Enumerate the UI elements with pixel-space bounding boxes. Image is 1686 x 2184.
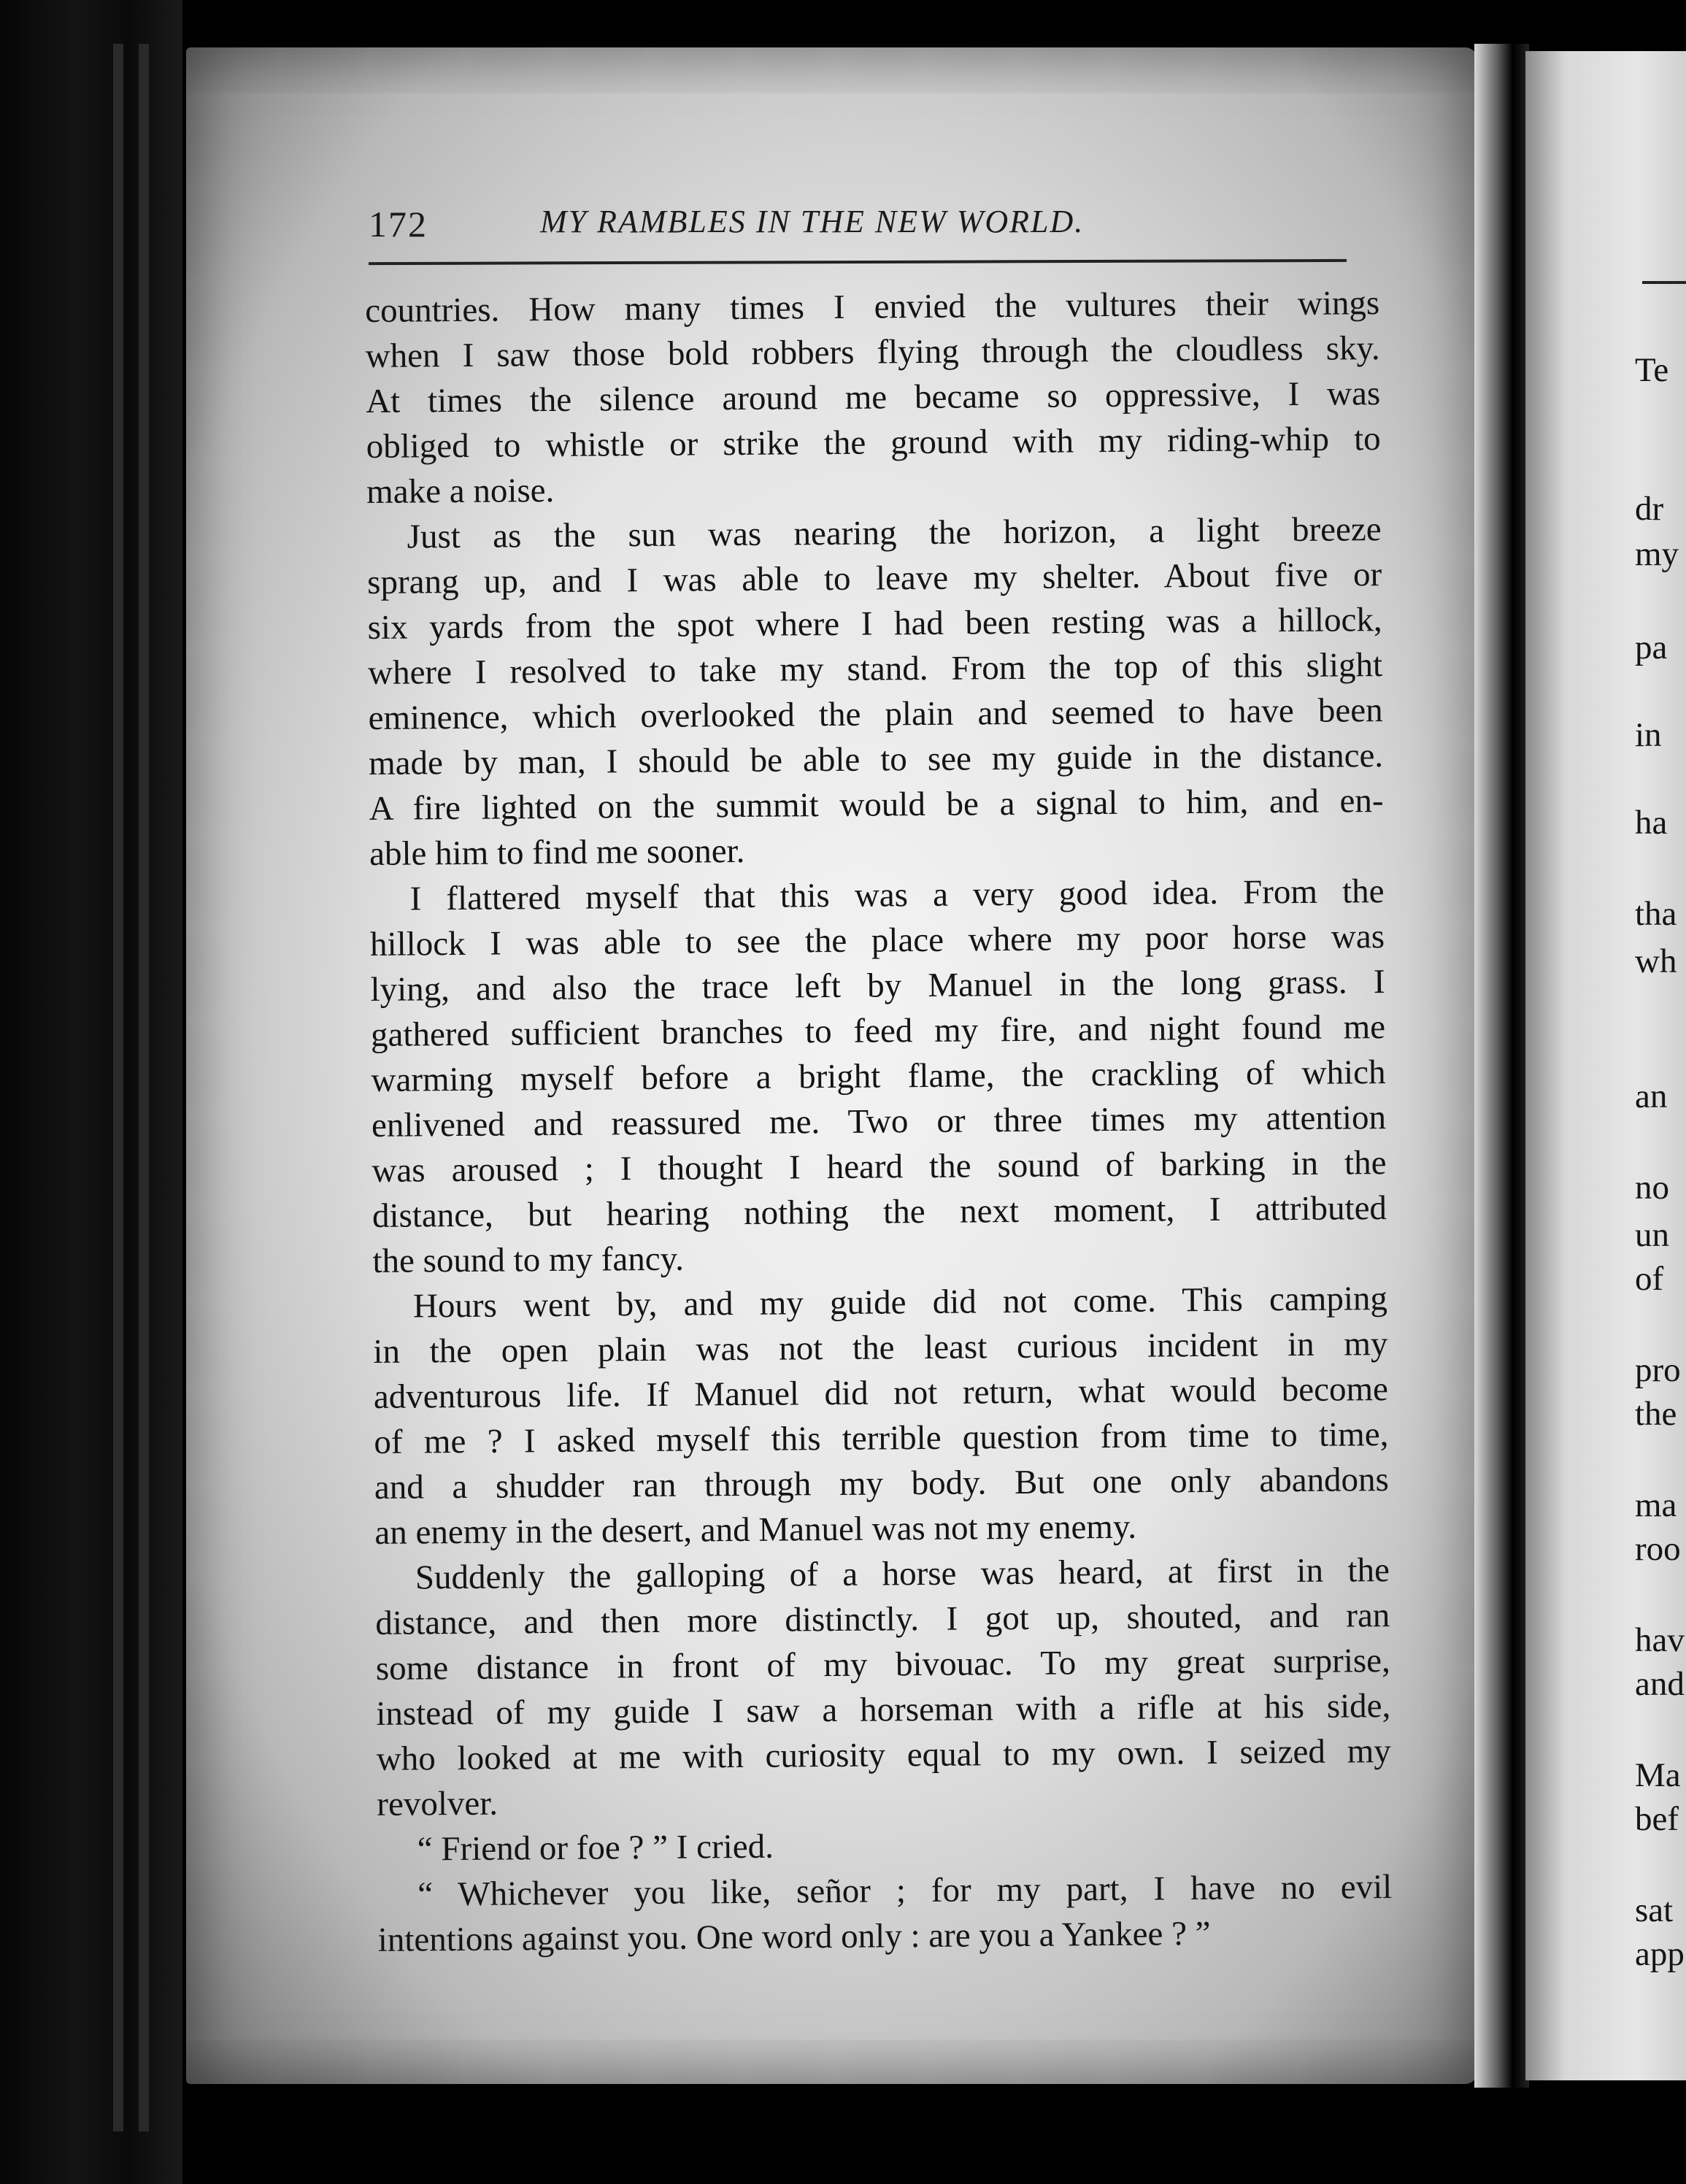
text-line: warming myself before a bright flame, the crackling of which [371, 1053, 1386, 1099]
page-gutter [1474, 44, 1529, 2088]
text-line: when I saw those bold robbers flying through the cloudless sky. [365, 329, 1380, 375]
right-page-fragment: un [1635, 1216, 1669, 1254]
paragraph-start-line: “ Friend or foe ? ” I cried. [417, 1827, 774, 1869]
text-line: distance, and then more distinctly. I got up, shouted, and ran [375, 1596, 1390, 1642]
text-line: and a shudder ran through my body. But one only abandons [374, 1461, 1390, 1507]
text-line: revolver. [377, 1784, 499, 1823]
page-number: 172 [369, 204, 428, 245]
text-line: where I resolved to take my stand. From the top of this slight [367, 646, 1383, 692]
running-title: MY RAMBLES IN THE NEW WORLD. [540, 204, 1085, 239]
right-page-fragment: bef [1635, 1800, 1679, 1838]
right-page-fragment: app [1635, 1935, 1685, 1973]
right-page-fragment: my [1635, 535, 1679, 573]
right-page-fragment: no [1635, 1169, 1669, 1207]
right-page-fragment: sat [1635, 1891, 1674, 1929]
text-line: make a noise. [366, 471, 555, 511]
right-page-fragment: pro [1635, 1351, 1681, 1389]
text-line: enlivened and reassured me. Two or three times my attention [371, 1099, 1387, 1145]
text-line: made by man, I should be able to see my guide in the distance. [368, 737, 1384, 783]
text-line: some distance in front of my bivouac. To my great surprise, [375, 1642, 1391, 1688]
book-binding [0, 0, 182, 2184]
text-line: the sound to my fancy. [372, 1239, 685, 1280]
paragraph-start-line: “ Whichever you like, señor ; for my part, I have no evil [417, 1868, 1393, 1914]
right-page-fragment: wh [1635, 942, 1677, 980]
text-line: intentions against you. One word only : are you a Yankee ? ” [377, 1914, 1211, 1959]
right-page-fragment: and [1635, 1665, 1685, 1703]
binding-edge [139, 44, 149, 2131]
text-line: obliged to whistle or strike the ground with my riding-whip to [366, 420, 1381, 466]
text-line: sprang up, and I was able to leave my shelter. About five or [366, 555, 1382, 601]
paragraph-start-line: Just as the sun was nearing the horizon, a light breeze [407, 510, 1382, 556]
text-line: lying, and also the trace left by Manuel in the long grass. I [370, 963, 1385, 1009]
right-page-fragment: dr [1635, 490, 1664, 528]
text-line: instead of my guide I saw a horseman with a rifle at his side, [376, 1687, 1391, 1733]
right-page-fragment: roo [1635, 1530, 1681, 1568]
right-page-fragment: Te [1635, 351, 1669, 389]
right-page-fragment: of [1635, 1260, 1664, 1298]
right-page-header-rule [1642, 281, 1686, 284]
text-line: six yards from the spot where I had been resting was a hillock, [367, 601, 1382, 647]
text-line: eminence, which overlooked the plain and seemed to have been [368, 691, 1383, 737]
text-line: of me ? I asked myself this terrible question from time to time, [374, 1415, 1389, 1461]
page-body-text [365, 280, 1393, 1963]
text-line: A fire lighted on the summit would be a signal to him, and en- [369, 782, 1384, 828]
text-line: able him to find me sooner. [369, 831, 745, 873]
text-line: gathered sufficient branches to feed my fire, and night found me [370, 1008, 1386, 1054]
right-page-fragment: tha [1635, 895, 1677, 933]
right-page-fragment: Ma [1635, 1756, 1681, 1794]
right-page-fragment: hav [1635, 1621, 1685, 1659]
paragraph-start-line: I flattered myself that this was a very good idea. From the [409, 872, 1385, 918]
paragraph-start-line: Suddenly the galloping of a horse was heard, at first in the [415, 1551, 1390, 1597]
text-line: hillock I was able to see the place where my poor horse was [369, 918, 1385, 964]
paragraph-start-line: Hours went by, and my guide did not come. This camping [412, 1280, 1388, 1326]
right-page-fragment: in [1635, 716, 1662, 754]
text-line: At times the silence around me became so oppressive, I was [366, 374, 1381, 420]
text-line: an enemy in the desert, and Manuel was not my enemy. [374, 1507, 1137, 1552]
right-page-fragment: ma [1635, 1486, 1677, 1524]
text-line: who looked at me with curiosity equal to my own. I seized my [376, 1732, 1391, 1778]
text-line: adventurous life. If Manuel did not return, what would become [373, 1370, 1389, 1416]
text-line: in the open plain was not the least curious incident in my [373, 1325, 1388, 1371]
right-page-fragment: the [1635, 1395, 1677, 1433]
binding-edge [113, 44, 123, 2131]
right-page-fragment: pa [1635, 628, 1668, 666]
text-line: countries. How many times I envied the vultures their wings [365, 284, 1380, 330]
running-header [369, 196, 1347, 254]
text-line: distance, but hearing nothing the next moment, I attributed [372, 1189, 1387, 1235]
text-line: was aroused ; I thought I heard the sound of barking in the [372, 1144, 1387, 1190]
right-page-fragment: ha [1635, 804, 1668, 842]
right-page-fragment: an [1635, 1077, 1668, 1115]
